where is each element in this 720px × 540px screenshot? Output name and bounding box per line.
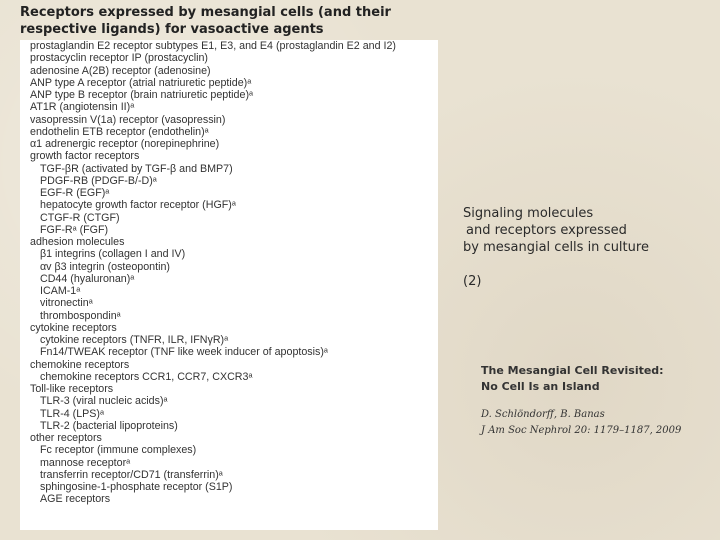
table-item-row: transferrin receptor/CD71 (transferrin)ᵃ: [40, 468, 223, 481]
table-category-row: vasopressin V(1a) receptor (vasopressin): [30, 113, 226, 126]
table-category-row: adhesion molecules: [30, 236, 125, 248]
table-category-row: endothelin ETB receptor (endothelin)ᵃ: [30, 125, 209, 138]
table-category-row: AT1R (angiotensin II)ᵃ: [30, 101, 135, 114]
reference-number: (2): [463, 274, 482, 289]
table-item-row: FGF-Rᵃ (FGF): [40, 223, 109, 236]
table-item-row: AGE receptors: [40, 493, 111, 506]
table-item-row: hepatocyte growth factor receptor (HGF)ᵃ: [40, 199, 236, 212]
paper-title-line-2: No Cell Is an Island: [481, 380, 600, 393]
table-item-row: TLR-2 (bacterial lipoproteins): [40, 419, 178, 432]
table-item-row: sphingosine-1-phosphate receptor (S1P): [40, 481, 233, 493]
side-heading-line-3: by mesangial cells in culture: [463, 240, 649, 255]
paper-journal: J Am Soc Nephrol 20: 1179–1187, 2009: [481, 425, 682, 436]
side-heading: [463, 205, 713, 256]
table-item-row: CD44 (hyaluronan)ᵃ: [40, 272, 135, 285]
receptor-table-panel: [20, 40, 438, 530]
table-category-row: growth factor receptors: [30, 150, 140, 163]
table-item-row: αv β3 integrin (osteopontin): [40, 260, 170, 273]
table-item-row: vitronectinᵃ: [40, 297, 93, 310]
table-item-row: chemokine receptors CCR1, CCR7, CXCR3ᵃ: [40, 370, 253, 383]
paper-authors: D. Schlöndorff, B. Banas: [481, 409, 605, 420]
table-item-row: cytokine receptors (TNFR, ILR, IFNγR)ᵃ: [40, 334, 229, 346]
table-item-row: CTGF-R (CTGF): [40, 211, 120, 224]
table-item-row: β1 integrins (collagen I and IV): [40, 248, 186, 261]
slide-title: [20, 4, 440, 38]
table-category-row: α1 adrenergic receptor (norepinephrine): [30, 138, 220, 150]
table-item-row: TLR-4 (LPS)ᵃ: [40, 407, 104, 420]
table-category-row: ANP type B receptor (brain natriuretic peptide)ᵃ: [30, 89, 253, 101]
table-item-row: TGF-βR (activated by TGF-β and BMP7): [40, 162, 233, 175]
table-category-row: Toll-like receptors: [30, 383, 114, 395]
table-item-row: ICAM-1ᵃ: [40, 285, 81, 297]
table-item-row: PDGF-RB (PDGF-B/-D)ᵃ: [40, 174, 157, 187]
table-item-row: thrombospondinᵃ: [40, 309, 121, 322]
table-item-row: EGF-R (EGF)ᵃ: [40, 187, 110, 199]
table-category-row: cytokine receptors: [30, 321, 117, 334]
table-category-row: prostacyclin receptor IP (prostacyclin): [30, 52, 208, 65]
paper-citation: [481, 407, 716, 439]
receptor-table-list: [30, 40, 434, 506]
table-category-row: ANP type A receptor (atrial natriuretic peptide)ᵃ: [30, 76, 252, 89]
slide-title-line-1: Receptors expressed by mesangial cells (and their: [20, 5, 391, 20]
table-item-row: mannose receptorᵃ: [40, 456, 131, 469]
paper-title: [481, 363, 716, 395]
table-category-row: other receptors: [30, 432, 102, 444]
table-item-row: TLR-3 (viral nucleic acids)ᵃ: [40, 395, 168, 408]
table-category-row: adenosine A(2B) receptor (adenosine): [30, 64, 211, 77]
table-item-row: Fc receptor (immune complexes): [40, 444, 197, 457]
slide-title-line-2: respective ligands) for vasoactive agents: [20, 22, 324, 37]
table-category-row: chemokine receptors: [30, 358, 130, 371]
table-item-row: Fn14/TWEAK receptor (TNF like week inducer of apoptosis)ᵃ: [40, 346, 328, 359]
paper-title-line-1: The Mesangial Cell Revisited:: [481, 364, 664, 377]
table-category-row: prostaglandin E2 receptor subtypes E1, E3, and E4 (prostaglandin E2 and I2): [30, 40, 396, 52]
side-heading-line-1: Signaling molecules: [463, 206, 594, 221]
side-heading-line-2: and receptors expressed: [466, 223, 627, 238]
